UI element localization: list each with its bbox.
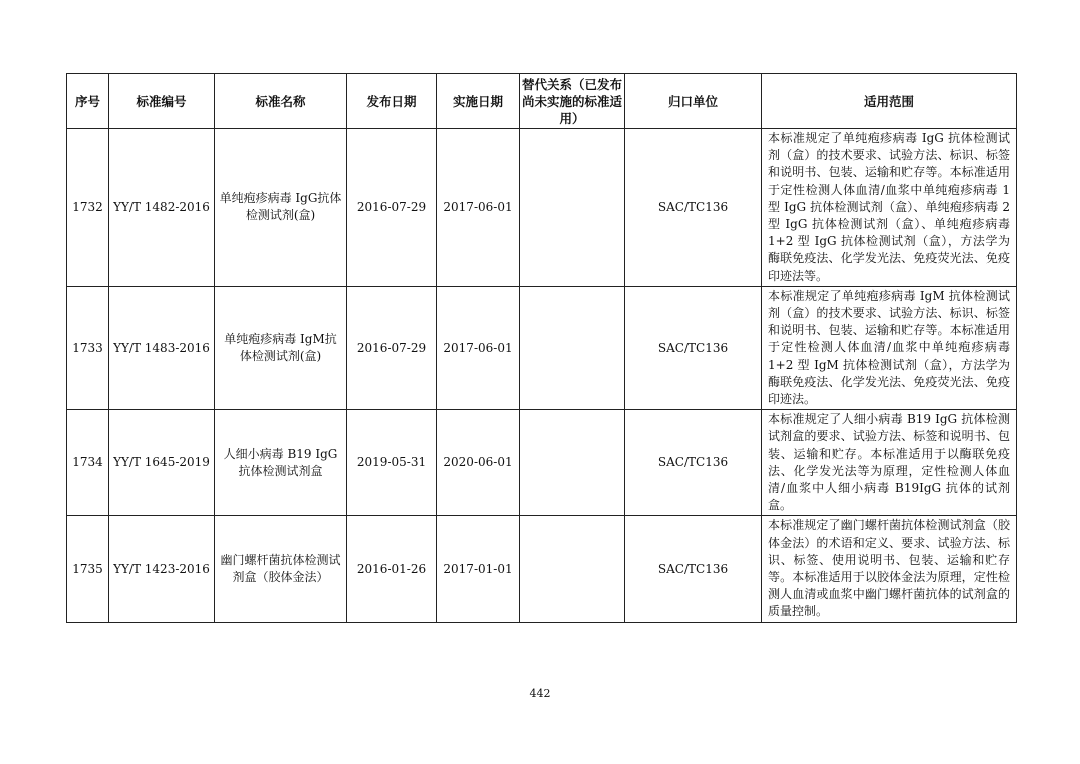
header-name: 标准名称 (215, 74, 347, 129)
header-effective-date: 实施日期 (437, 74, 520, 129)
cell-scope: 本标准规定了人细小病毒 B19 IgG 抗体检测试剂盒的要求、试验方法、标签和说明书、包装、运输和贮存。本标准适用于以酶联免疫法、化学发光法等为原理，定性检测人体血清/血浆中人细小病毒 B19IgG 抗体的试剂盒。 (762, 410, 1017, 516)
cell-seq: 1735 (67, 516, 109, 622)
cell-scope: 本标准规定了单纯疱疹病毒 IgM 抗体检测试剂（盒）的技术要求、试验方法、标识、标签和说明书、包装、运输和贮存等。本标准适用于定性检测人体血清/血浆中单纯疱疹病毒 1+2 型 IgM 抗体检测试剂（盒），方法学为酶联免疫法、化学发光法、免疫荧光法、免疫印迹法。 (762, 286, 1017, 409)
cell-seq: 1733 (67, 286, 109, 409)
cell-seq: 1734 (67, 410, 109, 516)
standards-table (66, 73, 1017, 623)
cell-release-date: 2016-07-29 (347, 286, 437, 409)
cell-seq: 1732 (67, 129, 109, 287)
page-number: 442 (529, 687, 551, 700)
cell-name: 单纯疱疹病毒 IgG抗体检测试剂(盒) (215, 129, 347, 287)
cell-authority: SAC/TC136 (625, 516, 762, 622)
table-row (67, 410, 1017, 516)
cell-effective-date: 2020-06-01 (437, 410, 520, 516)
cell-code: YY/T 1423-2016 (109, 516, 215, 622)
cell-effective-date: 2017-06-01 (437, 129, 520, 287)
cell-release-date: 2016-07-29 (347, 129, 437, 287)
cell-name: 单纯疱疹病毒 IgM抗体检测试剂(盒) (215, 286, 347, 409)
cell-code: YY/T 1483-2016 (109, 286, 215, 409)
table-row (67, 516, 1017, 622)
cell-replacement (520, 286, 625, 409)
header-scope: 适用范围 (762, 74, 1017, 129)
table-row (67, 129, 1017, 287)
cell-replacement (520, 516, 625, 622)
cell-name: 幽门螺杆菌抗体检测试剂盒（胶体金法） (215, 516, 347, 622)
cell-authority: SAC/TC136 (625, 410, 762, 516)
cell-name: 人细小病毒 B19 IgG 抗体检测试剂盒 (215, 410, 347, 516)
cell-authority: SAC/TC136 (625, 286, 762, 409)
cell-release-date: 2016-01-26 (347, 516, 437, 622)
cell-effective-date: 2017-06-01 (437, 286, 520, 409)
cell-replacement (520, 410, 625, 516)
header-seq: 序号 (67, 74, 109, 129)
header-code: 标准编号 (109, 74, 215, 129)
cell-scope: 本标准规定了单纯疱疹病毒 IgG 抗体检测试剂（盒）的技术要求、试验方法、标识、标签和说明书、包装、运输和贮存等。本标准适用于定性检测人体血清/血浆中单纯疱疹病毒 1 型 IgG 抗体检测试剂（盒）、单纯疱疹病毒 2 型 IgG 抗体检测试剂（盒）、单纯疱疹病毒 1+2 型 IgG 抗体检测试剂（盒），方法学为酶联免疫法、化学发光法、免疫荧光法、免疫印迹法等。 (762, 129, 1017, 287)
header-replacement: 替代关系（已发布尚未实施的标准适用） (520, 74, 625, 129)
cell-scope: 本标准规定了幽门螺杆菌抗体检测试剂盒（胶体金法）的术语和定义、要求、试验方法、标识、标签、使用说明书、包装、运输和贮存等。本标准适用于以胶体金法为原理，定性检测人血清或血浆中幽门螺杆菌抗体的试剂盒的质量控制。 (762, 516, 1017, 622)
cell-code: YY/T 1645-2019 (109, 410, 215, 516)
cell-code: YY/T 1482-2016 (109, 129, 215, 287)
cell-authority: SAC/TC136 (625, 129, 762, 287)
table-row (67, 286, 1017, 409)
table-header-row (67, 74, 1017, 129)
header-authority: 归口单位 (625, 74, 762, 129)
header-release-date: 发布日期 (347, 74, 437, 129)
cell-effective-date: 2017-01-01 (437, 516, 520, 622)
cell-replacement (520, 129, 625, 287)
cell-release-date: 2019-05-31 (347, 410, 437, 516)
